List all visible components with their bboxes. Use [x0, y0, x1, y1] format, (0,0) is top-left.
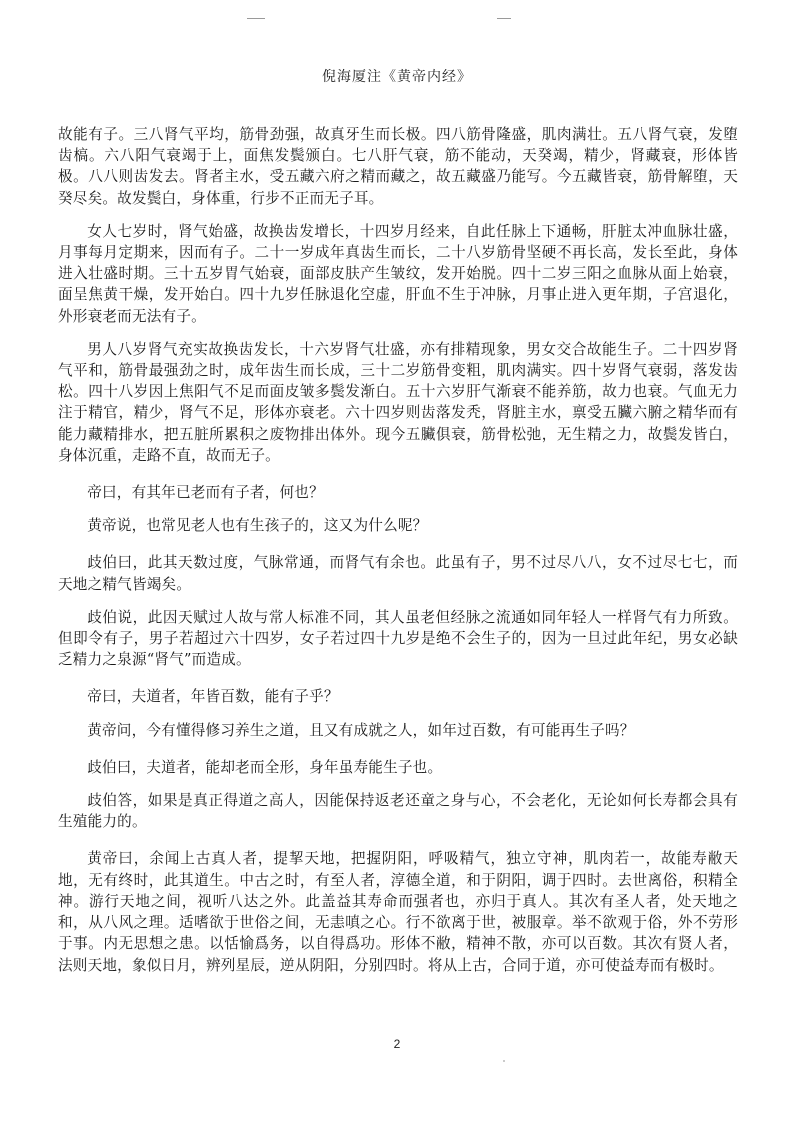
paragraph-translation-2: 歧伯说，此因天赋过人故与常人标准不同，其人虽老但经脉之流通如同年轻人一样肾气有力所致。但即令有子，男子若超过六十四岁，女子若过四十九岁是绝不会生子的，因为一旦过此年纪，男女必缺乏精力之泉源“肾气”而造成。	[58, 608, 738, 669]
paragraph-qibo-answer-1: 歧伯曰，此其天数过度，气脉常通，而肾气有余也。此虽有子，男不过尽八八，女不过尽七七，而天地之精气皆竭矣。	[58, 554, 738, 593]
page-body	[58, 124, 738, 976]
scan-mark-left	[247, 18, 265, 19]
scan-mark-right	[497, 18, 511, 19]
paragraph-emperor-question-1: 帝曰，有其年已老而有子者，何也？	[87, 484, 324, 502]
paragraph-female-stages: 女人七岁时，肾气始盛，故换齿发增长，十四岁月经来，自此任脉上下通畅，肝脏太冲血脉壮盛，月事每月定期来，因而有子。二十一岁成年真齿生而长，二十八岁筋骨坚硬不再长高，发长至此，身体进入壮盛时期。三十五岁胃气始衰，面部皮肤产生皱纹，发开始脱。四十二岁三阳之血脉从面上始衰，面呈焦黄干燥，发开始白。四十九岁任脉退化空虚，肝血不生于冲脉，月事止进入更年期，子宫退化，外形衰老而无法有子。	[58, 222, 738, 325]
paragraph-translation-1: 黄帝说，也常见老人也有生孩子的，这又为什么呢？	[87, 517, 428, 535]
page-number: 2	[393, 1037, 401, 1051]
paragraph-emperor-discourse: 黄帝曰，余闻上古真人者，提挈天地，把握阴阳，呼吸精气，独立守神，肌肉若一，故能寿敝天地，无有终时，此其道生。中古之时，有至人者，淳德全道，和于阴阳，调于四时。去世离俗，积精全神。游行天地之间，视听八达之外。此盖益其寿命而强者也，亦归于真人。其次有圣人者，处天地之和，从八风之理。适嗜欲于世俗之间，无恚嗔之心。行不欲离于世，被服章。举不欲观于俗，外不劳形于事。内无思想之患。以恬愉爲务，以自得爲功。形体不敝，精神不散，亦可以百数。其次有贤人者，法则天地，象似日月，辨列星辰，逆从阴阳，分别四时。将从上古，合同于道，亦可使益寿而有极时。	[58, 850, 738, 974]
paragraph-emperor-question-2: 帝曰，夫道者，年皆百数，能有子乎？	[87, 688, 339, 706]
paragraph-qibo-answer-2: 歧伯曰，夫道者，能却老而全形，身年虽寿能生子也。	[87, 758, 443, 776]
paragraph-translation-4: 歧伯答，如果是真正得道之高人，因能保持返老还童之身与心，不会老化，无论如何长寿都会具有生殖能力的。	[58, 792, 738, 831]
scan-speck	[503, 1060, 505, 1062]
paragraph-translation-3: 黄帝问，今有懂得修习养生之道，且又有成就之人，如年过百数，有可能再生子吗？	[87, 721, 635, 739]
paragraph-continuation: 故能有子。三八肾气平均，筋骨劲强，故真牙生而长极。四八筋骨隆盛，肌肉满壮。五八肾气衰，发堕齿槁。六八阳气衰竭于上，面焦发鬓颁白。七八肝气衰，筋不能动，天癸竭，精少，肾藏衰，形体皆极。八八则齿发去。肾者主水，受五藏六府之精而藏之，故五藏盛乃能写。今五藏皆衰，筋骨解堕，天癸尽矣。故发鬓白，身体重，行步不正而无子耳。	[58, 126, 738, 207]
paragraph-male-stages: 男人八岁肾气充实故换齿发长，十六岁肾气壮盛，亦有排精现象，男女交合故能生子。二十四岁肾气平和，筋骨最强劲之时，成年齿生而长成，三十二岁筋骨变粗，肌肉满实。四十岁肾气衰弱，落发齿松。四十八岁因上焦阳气不足而面皮皱多鬓发渐白。五十六岁肝气渐衰不能养筋，故力也衰。气血无力注于精官，精少，肾气不足，形体亦衰老。六十四岁则齿落发秃，肾脏主水，禀受五臟六腑之精华而有能力藏精排水，把五脏所累积之废物排出体外。现今五臟俱衰，筋骨松弛，无生精之力，故鬓发皆白，身体沉重，走路不直，故而无子。	[58, 340, 738, 464]
running-header: 倪海厦注《黄帝内经》	[322, 69, 472, 85]
